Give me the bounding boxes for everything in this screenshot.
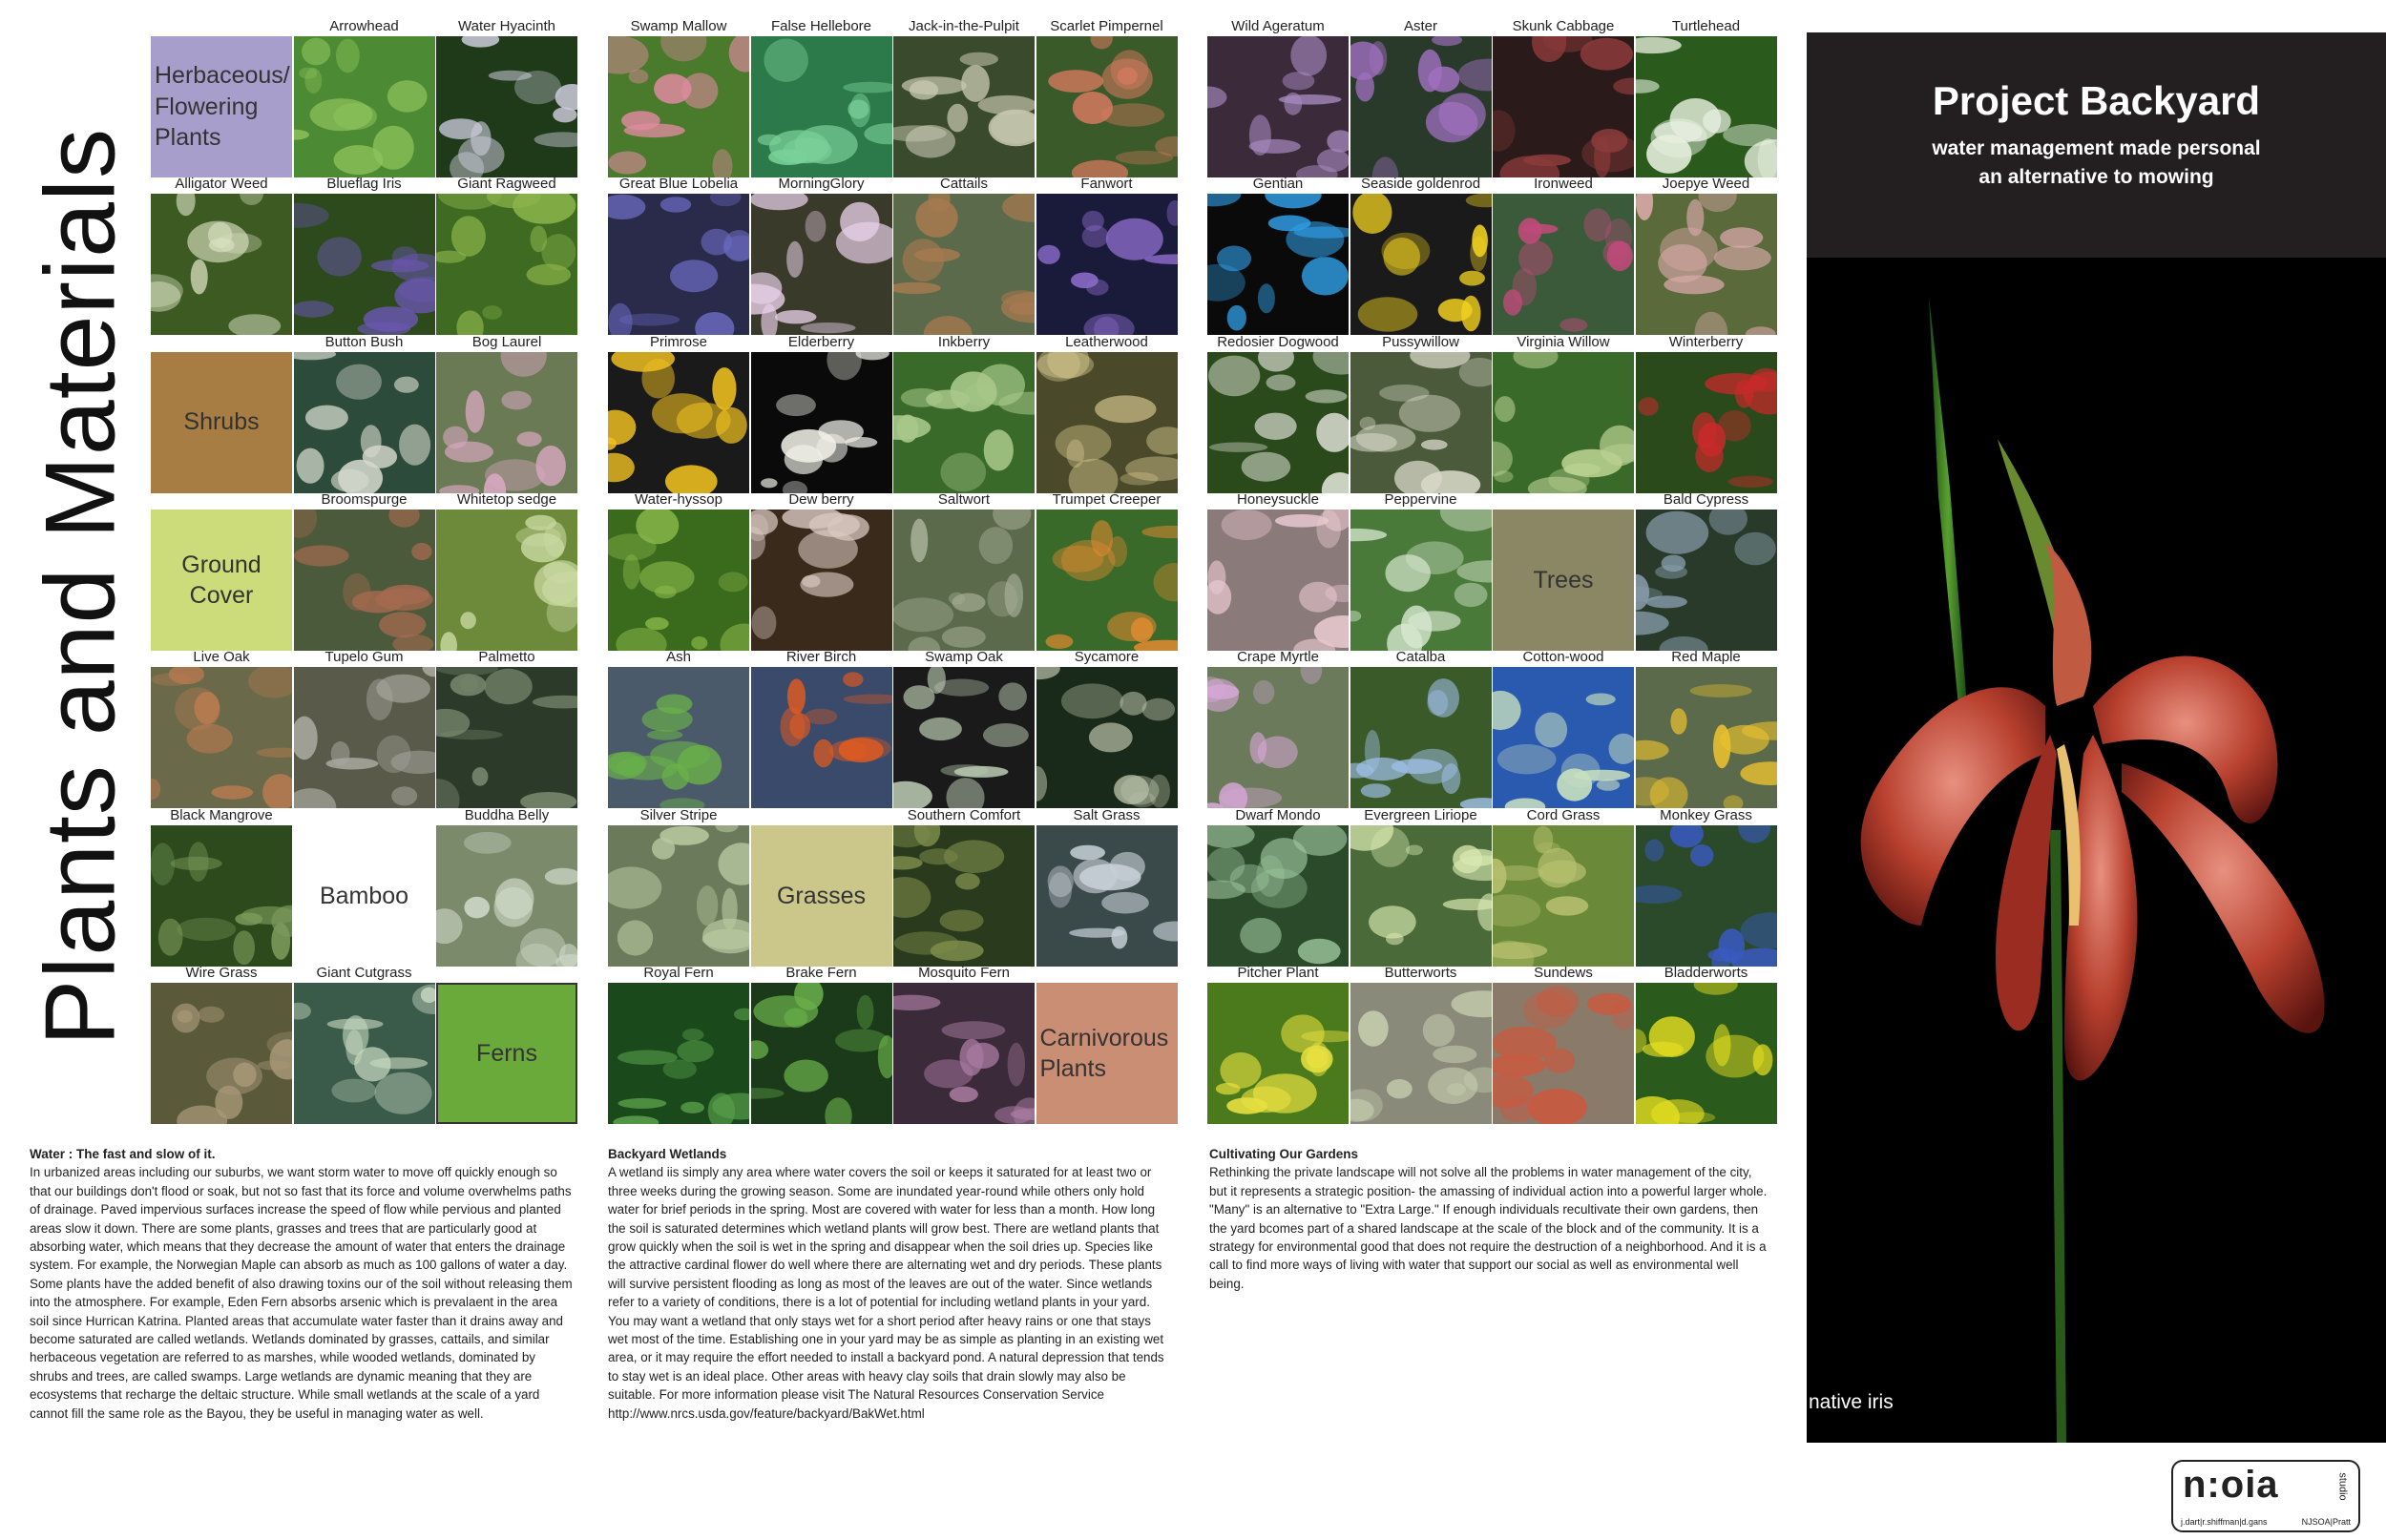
plant-tile [751,18,892,177]
plant-label: Cattails [939,176,989,193]
text-block-body: Rethinking the private landscape will not solve all the problems in water management of the city, but it represents a strategic position- the amassing of individual action into a powerful larger whole. "Many" is an alternative to "Extra Large." If enough individuals recultivate their own gardens, then the yard bcomes part of a shared landscape at the scale of the block and of the community. It is a strategy for environmental good that does not require the destruction of a neighborhood. And it is a call to find more ways of living with water that support our social as well as environmental well being. [1209,1165,1768,1291]
plant-label: Pitcher Plant [1237,965,1319,982]
plant-label: Blueflag Iris [326,176,402,193]
plant-tile [608,18,749,177]
plant-tile [1350,806,1492,967]
plant-label: Silver Stripe [639,806,718,823]
plant-photo [436,510,577,651]
plant-tile [1350,18,1492,177]
plant-tile [294,965,435,1124]
plant-label: Southern Comfort [907,806,1021,823]
plant-tile [1493,806,1634,967]
plant-photo [608,352,749,493]
plant-photo [1350,194,1492,335]
plant-tile [1207,18,1349,177]
plant-tile [893,491,1035,651]
plant-tile [294,649,435,808]
plant-tile [893,18,1035,177]
plant-tile [751,176,892,335]
plant-label: Saltwort [937,491,991,509]
plant-photo [1493,667,1634,808]
plant-tile [1036,806,1178,967]
plant-label: Winterberry [1668,333,1744,350]
plant-photo [151,983,292,1124]
plant-photo [751,194,892,335]
plant-photo [1636,510,1777,651]
plant-tile [1036,333,1178,493]
plant-label: Brake Fern [785,965,857,982]
plant-photo [1207,667,1349,808]
native-iris-illustration [1807,258,2386,1443]
category-tile [151,352,292,493]
plant-tile [1207,806,1349,967]
plant-photo [1493,194,1634,335]
plant-label: Monkey Grass [1660,806,1752,823]
plant-label: Wire Grass [185,965,258,982]
plant-tile [893,806,1035,967]
plant-photo [608,983,749,1124]
plant-label: Aster [1403,18,1437,34]
plant-label: Virginia Willow [1517,333,1610,350]
plant-label: Live Oak [193,649,250,666]
category-tile [151,510,292,651]
plant-tile [1493,649,1634,808]
plant-photo [1036,667,1178,808]
plant-label: Black Mangrove [170,806,273,823]
plant-photo [608,36,749,177]
panel-subtitle: an alternative to mowing [1978,166,2214,188]
plant-tile [893,965,1035,1124]
plant-photo [1036,825,1178,967]
studio-logo [2171,1460,2360,1532]
plant-tile [1636,18,1777,177]
plant-tile [751,965,892,1124]
plant-photo [294,36,435,177]
category-tile [751,825,892,967]
plant-tile [1493,18,1634,177]
plant-label: Skunk Cabbage [1512,18,1615,34]
plant-photo [608,510,749,651]
plant-tile [436,18,577,177]
plant-photo [151,825,292,967]
plant-tile [751,333,892,493]
plant-photo [1493,36,1634,177]
plant-photo [751,352,892,493]
plant-tile [294,18,435,177]
plant-label: Water Hyacinth [458,18,555,34]
plant-label: Broomspurge [321,491,408,509]
plant-photo [1350,36,1492,177]
plant-tile [893,649,1035,808]
category-tile [436,983,577,1124]
plant-photo [1036,510,1178,651]
plant-tile [1036,649,1178,808]
plant-label: Swamp Mallow [630,18,727,34]
plant-photo [1207,825,1349,967]
plant-label: Arrowhead [329,18,399,34]
plant-tile [1207,491,1349,651]
plant-photo [1350,352,1492,493]
plant-label: Trumpet Creeper [1052,491,1162,509]
plant-tile [1036,176,1178,335]
plant-tile [608,491,749,651]
plant-label: Catalba [1395,649,1446,666]
plant-photo [294,352,435,493]
plant-photo [893,667,1035,808]
text-block-body: A wetland iis simply any area where water covers the soil or keeps it saturated for at least two or three weeks during the growing season. Some are inundated year-round while others only hold water for brief periods in the spring. Most are covered with water for less than a month. How long the soil is saturated determines which wetland plants will grow best. There are wetland plants that grow quickly when the soil is wet in the spring and disappear when the soil dries up. Species like the attractive cardinal flower do well where there are alternating wet and dry periods. These plants will survive persistent flooding as long as most of the leaves are out of the water. Since wetlands refer to a variety of conditions, there is a lot of potential for including wetland plants in your yard. You may want a wetland that only stays wet for a short period after heavy rains or one that stays wet most of the time. Establishing one in your yard may be as simple as planting in an existing wet area, or it may require the effort needed to install a backyard pond. A natural depression that tends to stay wet is an ideal place. Other areas with heavy clay soils that drain slowly may also be suitable. For more information please visit The Natural Resources Conservation Service http://www.nrcs.usda.gov/feature/backyard/BakWet.html [608,1165,1164,1421]
plant-tile [1493,176,1634,335]
text-block-body: In urbanized areas including our suburbs, we want storm water to move off quickly enough so that our buildings don't flood or soak, but not so fast that its force and volume overwhelms paths of drainage. Paved impervious surfaces increase the speed of flow while pervious and planted areas slow it down. There are some plants, grasses and trees that are particularly good at absorbing water, which means that they decrease the amount of water that enters the drainage system. For example, the Norwegian Maple can absorb as much as 100 gallons of water a day. Some plants have the added benefit of also drawing toxins our of the soil without releasing them into the atmosphere. For example, Eden Fern absorbs arsenic which is prevalaent in the area soil since Hurrican Katrina. Planted areas that accumulate water faster than it drains away and become saturated are called wetlands. Wetlands dominated by grasses, cattails, and similar herbaceous vegetation are referred to as marshes, while wooded wetlands, dominated by shrubs and trees, are called swamps. Large wetlands are dynamic meaning that they are ecosystems that recharge the deltaic structure. While small wetlands at the scale of a yard cannot fill the same role as the Bayou, they be useful in managing water as well. [30,1165,573,1421]
image-caption: native iris [1809,1391,1894,1413]
plant-photo [608,667,749,808]
plant-label: MorningGlory [778,176,865,193]
plant-label: Cotton-wood [1522,649,1604,666]
text-block [1209,1145,1772,1293]
plant-tile [1207,176,1349,335]
panel-title: Project Backyard [1932,78,2261,123]
plant-tile [608,649,749,808]
plant-tile [436,176,577,335]
plant-label: Whitetop sedge [456,491,557,509]
plant-label: Salt Grass [1073,806,1141,823]
plant-tile [608,176,749,335]
category-tile [294,825,435,967]
plant-tile [1636,176,1777,335]
plant-label: Dew berry [788,491,854,509]
plant-label: Crape Myrtle [1237,649,1319,666]
plant-photo [294,983,435,1124]
plant-tile [1636,965,1777,1124]
plant-label: Leatherwood [1065,333,1148,350]
plant-photo [1636,194,1777,335]
plant-tile [1350,965,1492,1124]
plant-label: False Hellebore [770,18,872,34]
plant-tile [1350,176,1492,335]
plant-photo [151,667,292,808]
plant-label: Swamp Oak [925,649,1003,666]
text-block-heading: Cultivating Our Gardens [1209,1147,1359,1161]
plant-label: Ironweed [1534,176,1593,193]
plant-tile [1207,965,1349,1124]
plant-label: Peppervine [1384,491,1457,509]
plant-label: Buddha Belly [464,806,550,823]
plant-tile [151,965,292,1124]
panel-header [1807,32,2386,258]
category-tile [151,36,292,177]
plant-label: Water-hyssop [635,491,722,509]
plant-label: Dwarf Mondo [1235,806,1321,823]
plant-label: Ash [666,649,691,666]
plant-photo [1207,194,1349,335]
category-label: Ferns [476,1039,537,1067]
plant-tile [294,333,435,493]
plant-photo [1636,667,1777,808]
plant-photo [751,667,892,808]
plant-tile [1493,965,1634,1124]
plant-label: Scarlet Pimpernel [1050,18,1163,34]
plant-label: Turtlehead [1671,18,1741,34]
text-block-heading: Water : The fast and slow of it. [30,1147,216,1161]
plant-photo [751,510,892,651]
plant-label: Joepye Weed [1662,176,1750,193]
plant-tile [151,649,292,808]
plant-tile [1350,491,1492,651]
plant-tile [608,965,749,1124]
plant-label: Primrose [649,333,707,350]
plant-label: Fanwort [1080,176,1133,193]
project-panel [1807,32,2386,1443]
plant-photo [893,194,1035,335]
category-label: Carnivorous Plants [1039,1024,1169,1083]
plant-photo [1036,352,1178,493]
plant-photo [1207,352,1349,493]
page-title [25,95,136,1078]
category-label: Grasses [776,882,867,909]
plant-photo [1636,825,1777,967]
plant-photo [1350,510,1492,651]
plant-photo [1493,352,1634,493]
plant-tile [436,806,577,967]
plant-photo [1207,510,1349,651]
plant-photo [893,352,1035,493]
plant-photo [294,510,435,651]
plant-tile [294,176,435,335]
plant-photo [1207,983,1349,1124]
plant-label: Giant Ragweed [457,176,556,193]
plant-photo [751,36,892,177]
plant-label: Elderberry [787,333,855,350]
plant-tile [1636,333,1777,493]
plant-tile [1036,491,1178,651]
category-tile [1036,983,1178,1124]
plant-label: Bog Laurel [471,333,542,350]
plant-label: Cord Grass [1526,806,1601,823]
plant-tile [608,333,749,493]
plant-tile [151,176,292,335]
category-tile [1493,510,1634,651]
plant-photo [436,352,577,493]
plant-tile [1207,333,1349,493]
plant-tile [893,333,1035,493]
plant-tile [1636,649,1777,808]
plant-photo [1036,194,1178,335]
plant-label: Red Maple [1671,649,1741,666]
plant-label: Pussywillow [1382,333,1459,350]
plant-photo [608,194,749,335]
plant-tile [608,806,749,967]
plant-label: Bladderworts [1664,965,1748,982]
plant-tile [1350,333,1492,493]
plant-tile [1493,333,1634,493]
category-label: Shrubs [183,408,260,436]
page-title-text: Plants and Materials [25,127,136,1047]
plant-label: Butterworts [1384,965,1457,982]
text-block-heading: Backyard Wetlands [608,1147,727,1161]
plant-photo [893,510,1035,651]
plant-photo [1207,36,1349,177]
plant-photo [1493,825,1634,967]
category-label: Herbaceous/ Flowering Plants [155,62,290,152]
category-label: Bamboo [319,882,409,909]
plant-photo [893,36,1035,177]
plant-label: Palmetto [478,649,535,666]
plant-label: Gentian [1252,176,1304,193]
plant-tile [1207,649,1349,808]
plant-photo [1493,983,1634,1124]
logo-school: NJSOA|Pratt [2301,1517,2351,1527]
plant-photo [1350,983,1492,1124]
plant-tile [436,491,577,651]
plant-photo [1350,667,1492,808]
logo-credits: j.dart|r.shiffman|d.gans [2181,1517,2268,1527]
plant-photo [436,194,577,335]
text-block [30,1145,574,1423]
plant-label: Royal Fern [643,965,714,982]
plant-label: Wild Ageratum [1231,18,1325,34]
plant-label: Bald Cypress [1663,491,1749,509]
plant-photo [436,825,577,967]
plant-photo [1036,36,1178,177]
plant-photo [751,983,892,1124]
plant-label: Redosier Dogwood [1217,333,1339,350]
text-block [608,1145,1171,1423]
plant-photo [294,667,435,808]
plant-label: Inkberry [937,333,991,350]
plant-label: Tupelo Gum [324,649,404,666]
plant-tile [751,491,892,651]
plant-tile [436,649,577,808]
plant-label: Giant Cutgrass [316,965,412,982]
plant-photo [294,194,435,335]
plant-tile [294,491,435,651]
plant-tile [1036,18,1178,177]
plant-photo [608,825,749,967]
plant-photo [1350,825,1492,967]
plant-tile [1636,491,1777,651]
plant-label: Button Bush [324,333,404,350]
plant-label: Sycamore [1074,649,1140,666]
plant-tile [893,176,1035,335]
plant-photo [436,36,577,177]
plant-photo [436,667,577,808]
category-label: Ground Cover [181,551,262,610]
logo-side-text: studio [2336,1472,2349,1501]
category-label: Trees [1533,566,1594,593]
plant-tile [151,806,292,967]
plant-photo [151,194,292,335]
plant-tile [1350,649,1492,808]
logo-mark: n:oia [2183,1464,2279,1506]
plant-photo [893,825,1035,967]
plant-tile [436,333,577,493]
plant-photo [1636,983,1777,1124]
plant-label: Jack-in-the-Pulpit [909,18,1019,34]
plant-label: Seaside goldenrod [1360,176,1481,193]
plant-label: Mosquito Fern [918,965,1010,982]
plant-photo [1636,36,1777,177]
plant-label: Alligator Weed [175,176,268,193]
plant-label: Honeysuckle [1237,491,1319,509]
plant-photo [893,983,1035,1124]
plant-tile [751,649,892,808]
plant-photo [1636,352,1777,493]
plant-label: Sundews [1534,965,1593,982]
plant-label: River Birch [785,649,857,666]
plant-label: Evergreen Liriope [1364,806,1477,823]
plant-label: Great Blue Lobelia [618,176,739,193]
panel-subtitle: water management made personal [1932,137,2261,159]
plant-tile [1636,806,1777,967]
